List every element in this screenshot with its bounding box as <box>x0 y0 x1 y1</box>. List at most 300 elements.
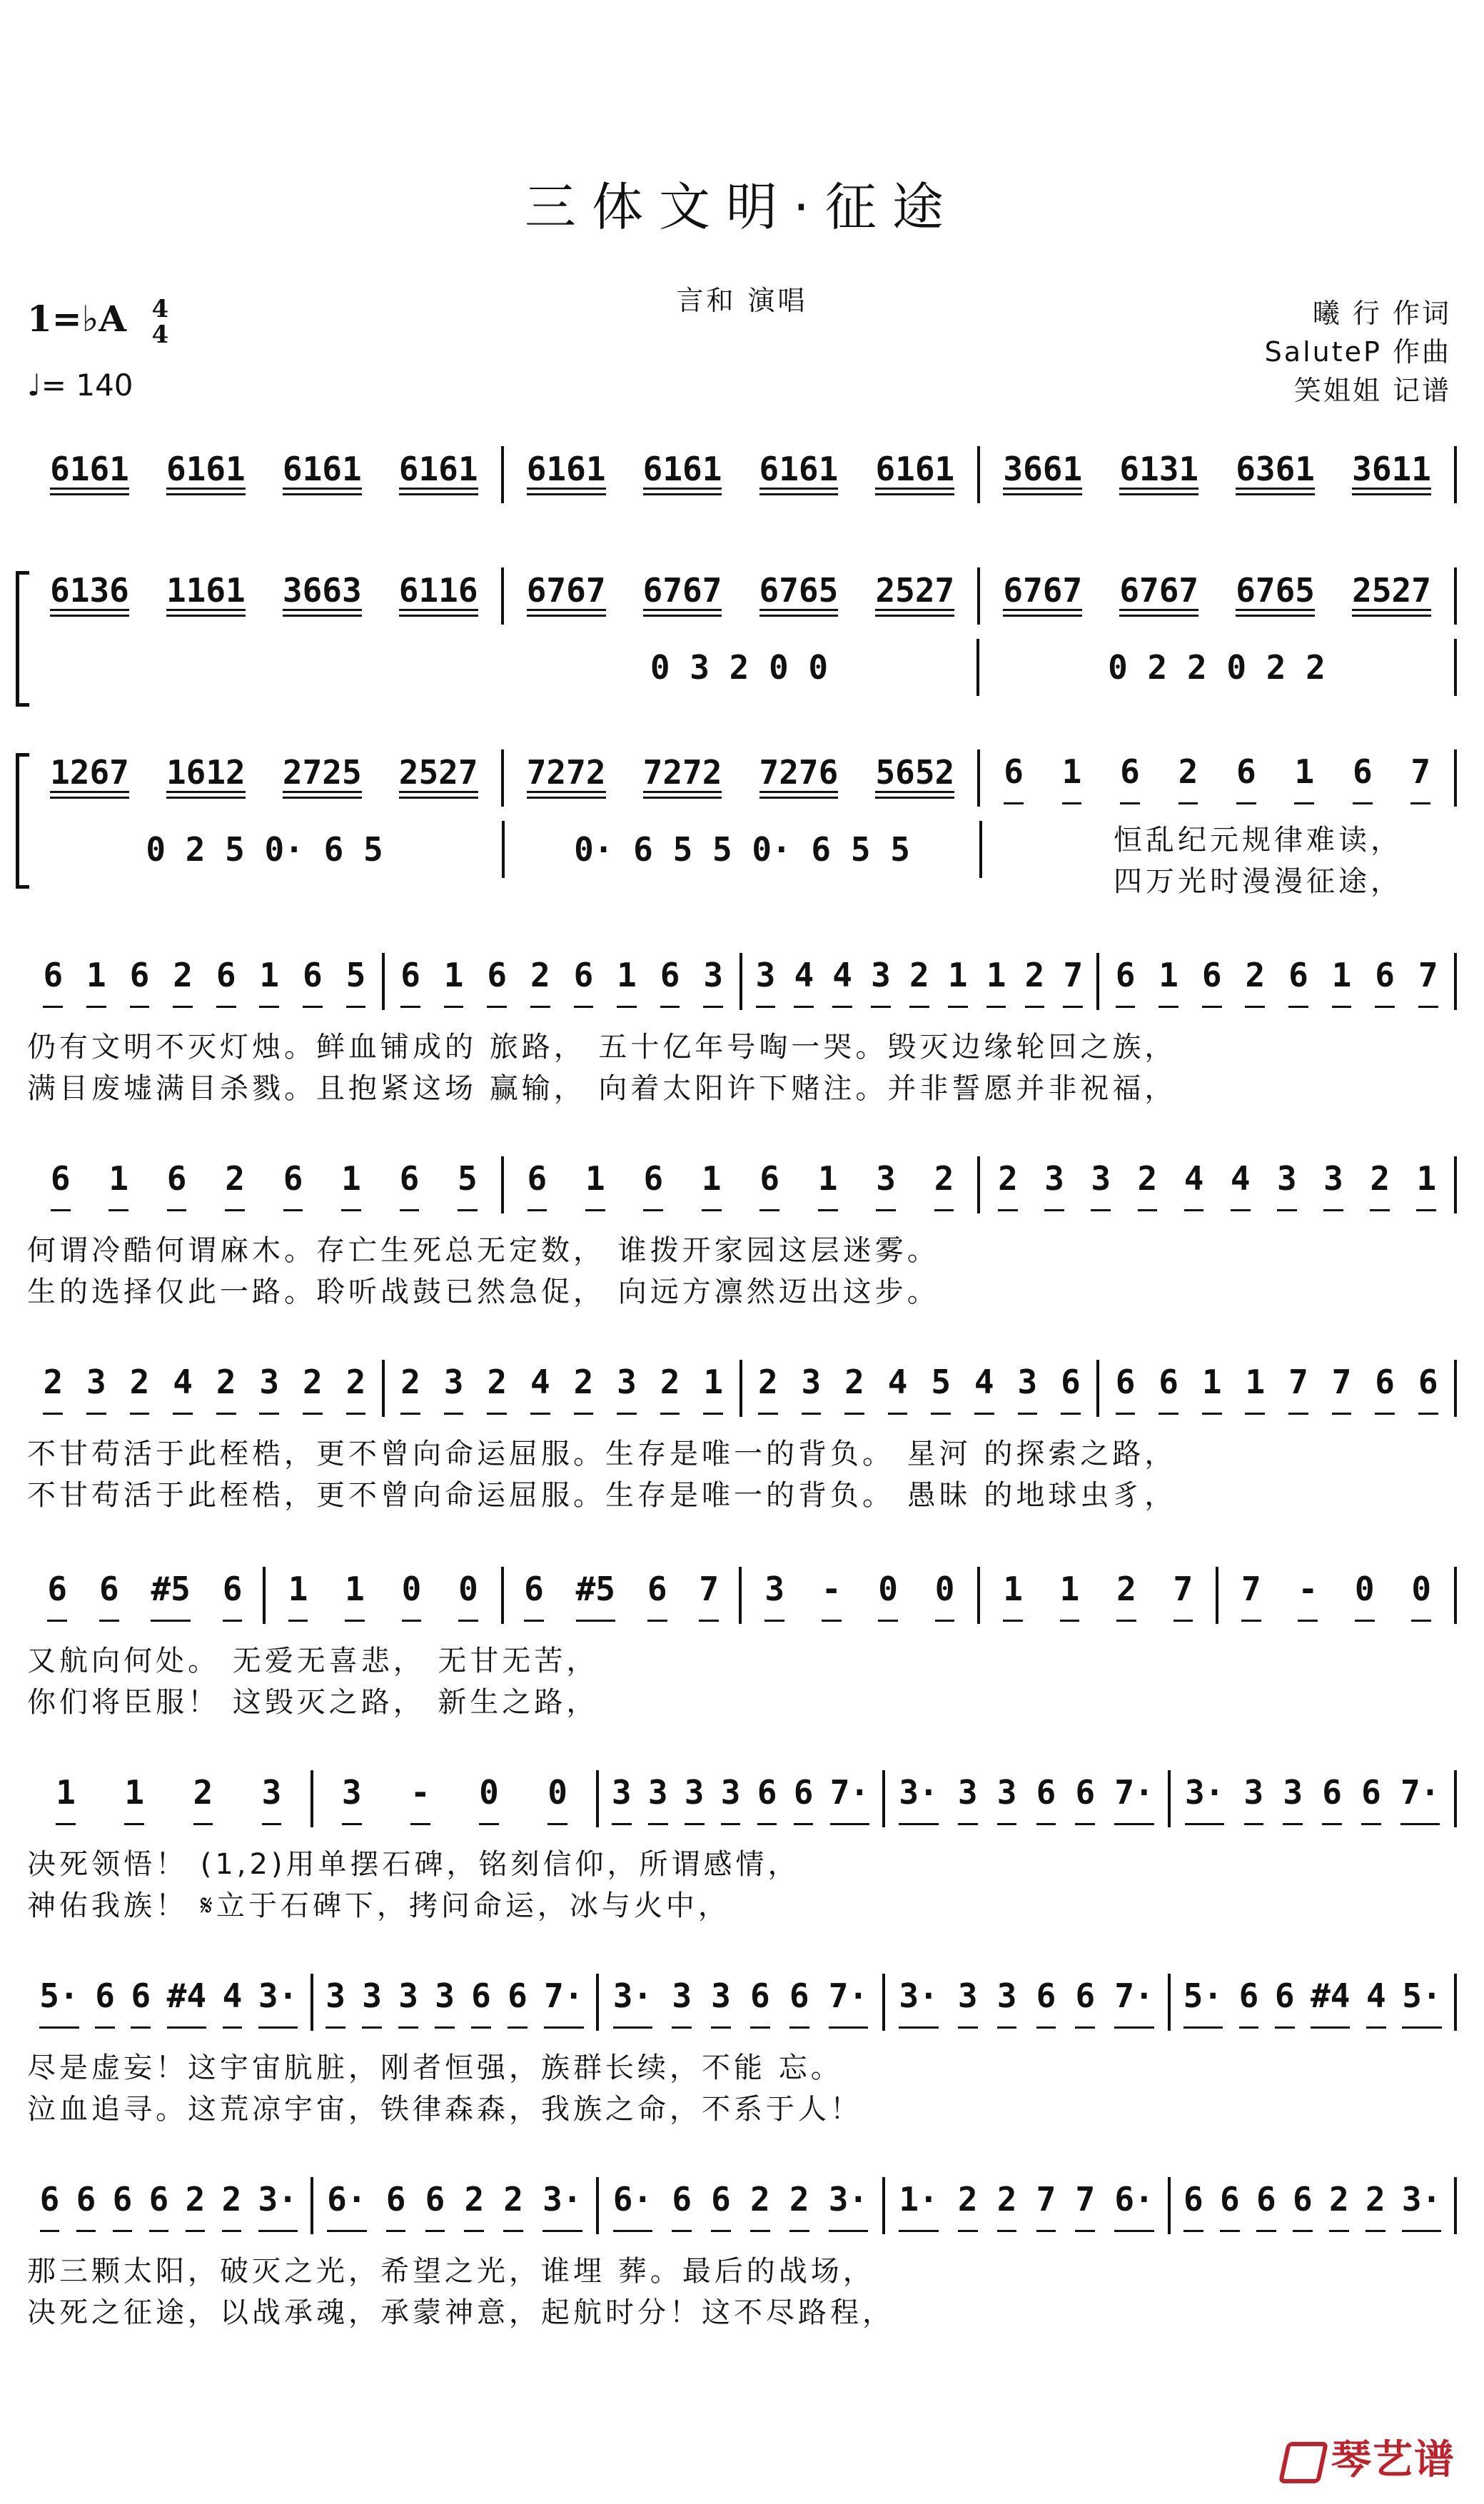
note-group: 4 <box>1184 1159 1204 1211</box>
note-group: 6 <box>400 956 420 1008</box>
harmony-measure <box>27 639 502 696</box>
note-group: 1 <box>703 1363 723 1415</box>
note-group: 1 <box>818 1159 838 1211</box>
lyric-line: 你们将臣服！ 这毁灭之路， 新生之路， <box>27 1686 599 1719</box>
measure <box>504 1156 981 1213</box>
note-group: 3661 <box>1003 450 1082 500</box>
note-group: 6 <box>113 2180 133 2232</box>
harmony-measure: 0· 6 5 5 0· 6 5 5 <box>505 821 982 878</box>
lyric-line: 决死领悟！ (1,2)用单摆石碑，铭刻信仰，所谓感情， <box>27 1848 800 1881</box>
note-group: 3 <box>685 1773 705 1825</box>
note-group: 6 <box>1275 1977 1295 2029</box>
measure <box>313 2177 600 2234</box>
note-group: 3· <box>1402 2180 1441 2232</box>
lyric-line: 仍有文明不灭灯烛。鲜血铺成的 旅路， 五十亿年号啕一哭。毁灭边缘轮回之族， <box>27 1031 1177 1064</box>
measure <box>27 1156 504 1213</box>
note-group: 6767 <box>1003 571 1082 621</box>
note-group: - <box>410 1773 430 1825</box>
measure <box>885 2177 1171 2234</box>
note-group: 6 <box>750 1977 770 2029</box>
measure <box>980 1567 1218 1624</box>
measure <box>266 1567 504 1624</box>
note-group: 6 <box>149 2180 169 2232</box>
note-group: 7 <box>1063 956 1083 1008</box>
note-group: 7· <box>829 1977 868 2029</box>
note-group: 4 <box>223 1977 243 2029</box>
time-top: 4 <box>151 295 169 323</box>
note-group: 6161 <box>527 450 606 500</box>
note-group: 6 <box>131 1977 151 2029</box>
measure <box>313 1770 600 1827</box>
note-group: 3 <box>1283 1773 1303 1825</box>
note-group: #5 <box>576 1570 615 1622</box>
composer-credit: SaluteP 作曲 <box>1264 336 1451 368</box>
measure <box>504 749 981 807</box>
note-group: 3 <box>1244 1773 1264 1825</box>
note-group: 3· <box>829 2180 868 2232</box>
note-group: 1267 <box>50 753 129 803</box>
measure <box>27 2177 313 2234</box>
note-group: 0 <box>479 1773 499 1825</box>
note-group: 2 <box>909 956 929 1008</box>
system-bracket <box>16 753 29 889</box>
lyricist-credit: 曦 行 作词 <box>1312 298 1451 329</box>
key-signature <box>27 296 168 348</box>
note-group: 5 <box>931 1363 951 1415</box>
note-group: 2 <box>934 1159 954 1211</box>
note-group: 2 <box>758 1363 778 1415</box>
note-group: 2725 <box>283 753 362 803</box>
note-group: 5 <box>346 956 366 1008</box>
note-group: 2 <box>1025 956 1045 1008</box>
note-group: 1 <box>341 1159 361 1211</box>
note-group: 1 <box>1202 1363 1222 1415</box>
note-group: 6 <box>1116 1363 1136 1415</box>
harmony-measure: 0 2 5 0· 6 5 <box>27 821 505 878</box>
note-group: 6 <box>386 2180 406 2232</box>
measure <box>599 2177 885 2234</box>
measure <box>27 1567 266 1624</box>
logo-mark-icon <box>1278 2442 1328 2483</box>
singer-line: 言和 演唱 <box>676 285 808 316</box>
note-group: 2 <box>464 2180 484 2232</box>
note-group: 2527 <box>1352 571 1431 621</box>
note-group: 6 <box>283 1159 303 1211</box>
note-group: 7· <box>830 1773 869 1825</box>
lyric-line: 那三颗太阳，破灭之光，希望之光，谁埋 葬。最后的战场， <box>27 2255 875 2288</box>
note-group: 6 <box>400 1159 420 1211</box>
site-logo <box>1283 2428 1455 2485</box>
note-group: 6161 <box>283 450 362 500</box>
note-group: 3663 <box>283 571 362 621</box>
note-group: 2 <box>997 2180 1017 2232</box>
note-group: 3 <box>362 1977 382 2029</box>
note-group: 7· <box>1114 1773 1154 1825</box>
note-group: 2 <box>400 1363 420 1415</box>
note-group: 0 <box>1411 1570 1431 1622</box>
lyric-line: 不甘苟活于此桎梏，更不曾向命运屈服。生存是唯一的背负。 愚昧 的地球虫豸， <box>27 1479 1177 1512</box>
note-group: 6 <box>1288 956 1308 1008</box>
note-group: 2 <box>346 1363 366 1415</box>
note-group: 3 <box>764 1570 784 1622</box>
note-group: 3 <box>756 956 776 1008</box>
note-group: 0 <box>402 1570 422 1622</box>
notation-line <box>27 1970 1457 2034</box>
measure <box>1099 953 1457 1010</box>
lyric-line: 不甘苟活于此桎梏，更不曾向命运屈服。生存是唯一的背负。 星河 的探索之路， <box>27 1438 1177 1470</box>
note-group: 0 <box>458 1570 478 1622</box>
note-group: 3· <box>258 1977 298 2029</box>
note-group: 7· <box>1114 1977 1154 2029</box>
note-group: 6 <box>1202 956 1222 1008</box>
note-group: 6 <box>487 956 507 1008</box>
measure <box>980 749 1457 807</box>
measure <box>504 1567 742 1624</box>
measure <box>980 567 1457 625</box>
note-group: 6 <box>1036 1773 1056 1825</box>
note-group: 3 <box>342 1773 362 1825</box>
note-group: 1 <box>1245 1363 1265 1415</box>
notation-line <box>27 746 1457 810</box>
note-group: 1 <box>1003 1570 1023 1622</box>
note-group: 3 <box>1044 1159 1064 1211</box>
note-group: 1 <box>259 956 279 1008</box>
note-group: 3· <box>1185 1773 1224 1825</box>
note-group: 6 <box>1075 1773 1095 1825</box>
note-group: 2 <box>958 2180 978 2232</box>
lyric-line: 何谓冷酷何谓麻木。存亡生死总无定数， 谁拨开家园这层迷雾。 <box>27 1234 939 1267</box>
note-group: 3 <box>262 1773 282 1825</box>
note-group: 3 <box>997 1977 1017 2029</box>
note-group: 7272 <box>527 753 606 803</box>
note-group: 1 <box>986 956 1006 1008</box>
note-group: 4 <box>974 1363 994 1415</box>
note-group: 7 <box>1036 2180 1056 2232</box>
note-group: 0 <box>547 1773 567 1825</box>
note-group: 2 <box>1366 2180 1385 2232</box>
note-group: 3 <box>672 1977 692 2029</box>
time-signature <box>151 296 168 348</box>
notation-line <box>27 1153 1457 1217</box>
system-bracket <box>16 571 29 707</box>
measure <box>1099 1360 1457 1417</box>
note-group: 6 <box>711 2180 731 2232</box>
note-group: 3 <box>711 1977 731 2029</box>
note-group: 1 <box>1332 956 1352 1008</box>
measure <box>504 567 981 625</box>
note-group: 2 <box>303 1363 323 1415</box>
note-group: 3 <box>435 1977 455 2029</box>
note-group: 3· <box>613 1977 652 2029</box>
notation-line <box>27 1767 1457 1831</box>
measure <box>885 1974 1171 2031</box>
note-group: 0 <box>1355 1570 1375 1622</box>
note-group: 2 <box>1178 752 1198 804</box>
note-group: 6765 <box>759 571 839 621</box>
note-group: 1 <box>124 1773 144 1825</box>
note-group: 6 <box>1120 752 1140 804</box>
note-group: 3 <box>1277 1159 1297 1211</box>
note-group: 2527 <box>875 571 954 621</box>
note-group: 6 <box>528 1159 547 1211</box>
note-group: 6 <box>47 1570 67 1622</box>
measure <box>385 1360 742 1417</box>
measure <box>1218 1567 1457 1624</box>
logo-text: 琴艺谱 <box>1331 2437 1455 2483</box>
note-group: 6767 <box>643 571 722 621</box>
note-group: 6 <box>1418 1363 1438 1415</box>
lyric-line: 满目废墟满目杀戮。且抱紧这场 赢输， 向着太阳许下赌注。并非誓愿并非祝福， <box>27 1072 1177 1105</box>
harmony-line <box>27 635 1457 700</box>
note-group: 3 <box>876 1159 896 1211</box>
note-group: 2 <box>789 2180 809 2232</box>
note-group: 1 <box>56 1773 76 1825</box>
note-group: 2 <box>750 2180 770 2232</box>
note-group: 6· <box>327 2180 366 2232</box>
note-group: 5 <box>458 1159 478 1211</box>
note-group: 3 <box>259 1363 279 1415</box>
note-group: 6 <box>1353 752 1373 804</box>
lyric-line: 又航向何处。 无爱无喜悲， 无甘无苦， <box>27 1645 599 1677</box>
note-group: 6 <box>1004 752 1024 804</box>
note-group: 6 <box>759 1159 779 1211</box>
note-group: 6 <box>524 1570 544 1622</box>
note-group: 4 <box>888 1363 908 1415</box>
note-group: 1161 <box>166 571 246 621</box>
note-group: 2 <box>216 1363 236 1415</box>
measure <box>27 446 504 503</box>
note-group: 6 <box>1256 2180 1276 2232</box>
lyric-line: 决死之征途，以战承魂，承蒙神意，起航时分！这不尽路程， <box>27 2296 894 2329</box>
note-group: 6 <box>647 1570 667 1622</box>
note-group: 1 <box>1294 752 1314 804</box>
note-group: 6 <box>1183 2180 1203 2232</box>
note-group: 1 <box>86 956 106 1008</box>
note-group: 6 <box>508 1977 528 2029</box>
note-group: 6 <box>167 1159 187 1211</box>
note-group: 1 <box>1159 956 1178 1008</box>
note-group: 6161 <box>643 450 722 500</box>
note-group: 4 <box>794 956 814 1008</box>
note-group: 3 <box>1091 1159 1111 1211</box>
note-group: 7 <box>1173 1570 1193 1622</box>
note-group: 6 <box>660 956 680 1008</box>
note-group: 2 <box>1370 1159 1390 1211</box>
note-group: 1 <box>1416 1159 1436 1211</box>
note-group: 1 <box>585 1159 605 1211</box>
note-group: 6767 <box>527 571 606 621</box>
note-group: 5652 <box>875 753 954 803</box>
note-group: 3 <box>1323 1159 1343 1211</box>
note-group: 6· <box>613 2180 652 2232</box>
note-group: 6 <box>1075 1977 1095 2029</box>
page-title: 三体文明·征途 <box>525 177 959 237</box>
note-group: 7· <box>1400 1773 1440 1825</box>
note-group: 5· <box>1183 1977 1223 2029</box>
note-group: 6767 <box>1119 571 1198 621</box>
lyric-line: 恒乱纪元规律难读， <box>1114 824 1403 857</box>
note-group: 3 <box>958 1773 978 1825</box>
note-group: 1 <box>1060 1570 1080 1622</box>
note-group: 2 <box>130 1363 150 1415</box>
measure <box>599 1770 885 1827</box>
note-group: 6 <box>1239 1977 1259 2029</box>
note-group: 7 <box>1241 1570 1261 1622</box>
note-group: 2 <box>844 1363 864 1415</box>
note-group: 3 <box>802 1363 822 1415</box>
note-group: 6161 <box>166 450 246 500</box>
note-group: 3 <box>617 1363 637 1415</box>
note-group: 6765 <box>1236 571 1315 621</box>
note-group: #4 <box>1311 1977 1350 2029</box>
lyric-line: 四万光时漫漫征途， <box>1114 865 1403 898</box>
measure <box>599 1974 885 2031</box>
measure <box>742 1567 980 1624</box>
note-group: 1 <box>948 956 968 1008</box>
notation-line <box>27 564 1457 628</box>
note-group: 2 <box>193 1773 213 1825</box>
note-group: 6136 <box>50 571 129 621</box>
harmony-measure: 0 2 2 0 2 2 <box>979 639 1457 696</box>
measure <box>27 1974 313 2031</box>
note-group: 6 <box>1116 956 1136 1008</box>
note-group: 3· <box>258 2180 298 2232</box>
note-group: 6161 <box>875 450 954 500</box>
note-group: 7 <box>699 1570 719 1622</box>
credits <box>1265 294 1451 410</box>
measure <box>504 446 981 503</box>
note-group: 3 <box>1018 1363 1038 1415</box>
note-group: 6161 <box>759 450 839 500</box>
note-group: 6 <box>303 956 323 1008</box>
measure <box>742 953 1100 1010</box>
measure <box>27 953 385 1010</box>
key-label: 1=♭A <box>27 298 127 340</box>
note-group: 3 <box>325 1977 345 2029</box>
harmony-measure: 0 3 2 0 0 <box>502 639 979 696</box>
note-group: 2 <box>173 956 193 1008</box>
note-group: 2 <box>225 1159 245 1211</box>
measure <box>27 749 504 807</box>
note-group: 3611 <box>1352 450 1431 500</box>
measure <box>27 567 504 625</box>
note-group: 6 <box>794 1773 814 1825</box>
note-group: 2 <box>487 1363 507 1415</box>
note-group: - <box>1298 1570 1318 1622</box>
note-group: 6 <box>789 1977 809 2029</box>
note-group: 4 <box>173 1363 193 1415</box>
note-group: 6161 <box>50 450 129 500</box>
note-group: 3 <box>703 956 723 1008</box>
note-group: 3 <box>444 1363 464 1415</box>
note-group: 3· <box>542 2180 582 2232</box>
notation-line <box>27 1356 1457 1420</box>
note-group: 3 <box>612 1773 632 1825</box>
note-group: 3 <box>721 1773 741 1825</box>
note-group: 3· <box>899 1977 938 2029</box>
note-group: 1 <box>108 1159 128 1211</box>
note-group: 6 <box>99 1570 119 1622</box>
note-group: 2 <box>503 2180 523 2232</box>
note-group: 6 <box>1293 2180 1313 2232</box>
note-group: 6 <box>1322 1773 1342 1825</box>
notation-line <box>27 443 1457 507</box>
note-group: 7 <box>1288 1363 1308 1415</box>
tempo-mark: ♩= 140 <box>27 368 133 403</box>
note-group: 1 <box>345 1570 365 1622</box>
note-group: 6 <box>1236 752 1256 804</box>
note-group: 2 <box>1329 2180 1349 2232</box>
note-group: 7 <box>1418 956 1438 1008</box>
time-bottom: 4 <box>151 320 169 349</box>
note-group: #5 <box>151 1570 190 1622</box>
lyric-line: 生的选择仅此一路。聆听战鼓已然急促， 向远方凛然迈出这步。 <box>27 1276 939 1308</box>
note-group: 6 <box>76 2180 96 2232</box>
note-group: 3 <box>958 1977 978 2029</box>
measure <box>742 1360 1100 1417</box>
note-group: 6 <box>1159 1363 1178 1415</box>
note-group: 6 <box>40 2180 60 2232</box>
note-group: - <box>822 1570 842 1622</box>
notation-line <box>27 2174 1457 2238</box>
lyric-line: 尽是虚妄！这宇宙肮脏，刚者恒强，族群长续，不能 忘。 <box>27 2051 843 2084</box>
note-group: 3· <box>899 1773 938 1825</box>
measure <box>980 1156 1457 1213</box>
note-group: 0 <box>935 1570 955 1622</box>
note-group: 6 <box>43 956 63 1008</box>
note-group: 1 <box>617 956 637 1008</box>
note-group: 1 <box>288 1570 308 1622</box>
note-group: 5· <box>39 1977 79 2029</box>
transcriber-credit: 笑姐姐 记谱 <box>1293 375 1451 406</box>
note-group: 2 <box>660 1363 680 1415</box>
note-group: 1612 <box>166 753 246 803</box>
note-group: 4 <box>832 956 852 1008</box>
note-group: 2527 <box>399 753 478 803</box>
measure <box>385 953 742 1010</box>
note-group: 6 <box>643 1159 663 1211</box>
note-group: 6 <box>672 2180 692 2232</box>
note-group: 6 <box>216 956 236 1008</box>
note-group: 6161 <box>399 450 478 500</box>
note-group: 1 <box>444 956 464 1008</box>
note-group: 7272 <box>643 753 722 803</box>
measure <box>1171 1770 1457 1827</box>
note-group: 2 <box>574 1363 594 1415</box>
note-group: 6 <box>130 956 150 1008</box>
note-group: 6 <box>51 1159 71 1211</box>
measure <box>27 1770 313 1827</box>
note-group: 2 <box>222 2180 242 2232</box>
note-group: 6 <box>757 1773 777 1825</box>
note-group: 3 <box>997 1773 1017 1825</box>
note-group: 6 <box>471 1977 491 2029</box>
measure <box>1171 2177 1457 2234</box>
note-group: 2 <box>1245 956 1265 1008</box>
note-group: #4 <box>167 1977 206 2029</box>
note-group: 2 <box>998 1159 1018 1211</box>
note-group: 1· <box>899 2180 938 2232</box>
note-group: 6 <box>1361 1773 1381 1825</box>
lyric-line: 神佑我族！ 𝄋立于石碑下，拷问命运，冰与火中， <box>27 1889 730 1922</box>
note-group: 6 <box>425 2180 445 2232</box>
note-group: 6 <box>1375 1363 1395 1415</box>
note-group: 5· <box>1402 1977 1441 2029</box>
note-group: 2 <box>43 1363 63 1415</box>
note-group: 6 <box>223 1570 243 1622</box>
measure <box>1171 1974 1457 2031</box>
note-group: 2 <box>530 956 550 1008</box>
